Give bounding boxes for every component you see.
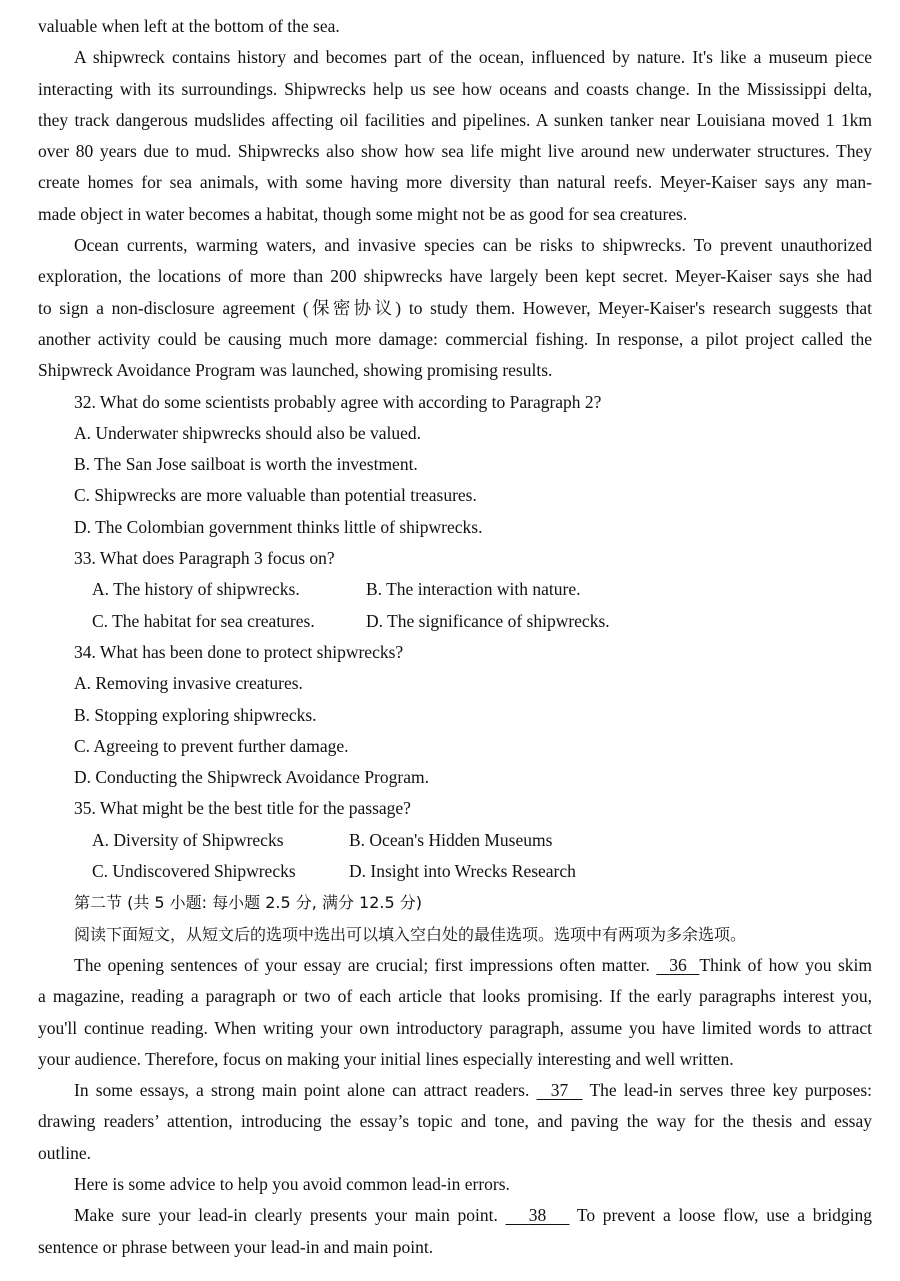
text-segment: To prevent a loose flow, use a bridging [576,1205,872,1226]
answer-option-row [38,825,872,856]
question-stem: 35. What might be the best title for the passage? [74,798,411,819]
section-instruction: 阅读下面短文，从短文后的选项中选出可以填入空白处的最佳选项。选项中有两项为多余选项。 [74,924,747,944]
text-segment: Think of how you skim [699,954,872,975]
section-heading: 第二节 (共 5 小题: 每小题 2.5 分, 满分 12.5 分) [74,893,422,913]
answer-option[interactable]: B. The interaction with nature. [366,579,581,600]
answer-option-row [38,574,872,605]
answer-option[interactable]: B. The San Jose sailboat is worth the investment. [74,454,418,475]
answer-option[interactable]: B. Ocean's Hidden Museums [349,829,553,850]
cloze-paragraph-2 [38,1075,872,1169]
question-stem: 33. What does Paragraph 3 focus on? [74,548,335,569]
answer-option[interactable]: C. Agreeing to prevent further damage. [74,735,349,756]
passage-text-line: you'll continue reading. When writing your own introductory paragraph, assume you have limited words to attract [38,1017,872,1038]
answer-option[interactable]: C. The habitat for sea creatures. [92,610,315,631]
passage-text-line: to sign a non-disclosure agreement (保密协议) to study them. However, Meyer-Kaiser's research suggests that [38,297,872,318]
answer-option[interactable]: A. Removing invasive creatures. [74,673,303,694]
passage-text-line: exploration, the locations of more than 200 shipwrecks have largely been kept secret. Meyer-Kaiser says she had [38,266,872,287]
cloze-paragraph-4 [38,1200,872,1263]
text-segment: Make sure your lead-in clearly presents your main point. [74,1205,498,1226]
passage-text-line: over 80 years due to mud. Shipwrecks also show how sea life might live around new underwater structures. They [38,141,872,162]
answer-blank-38[interactable]: 38 [528,1205,547,1226]
answer-option-row [38,606,872,637]
passage-text-line [38,1075,872,1106]
answer-option[interactable]: B. Stopping exploring shipwrecks. [74,704,317,725]
passage-text-line: drawing readers’ attention, introducing the essay’s topic and tone, and paving the way for the thesis and essay [38,1111,872,1132]
text-segment: The lead-in serves three key purposes: [589,1080,872,1101]
question-stem: 32. What do some scientists probably agree with according to Paragraph 2? [74,391,602,412]
answer-option[interactable]: A. Diversity of Shipwrecks [92,829,284,850]
question-35 [38,793,872,887]
passage-text-line: outline. [38,1142,91,1163]
passage-text-line: sentence or phrase between your lead-in and main point. [38,1236,434,1257]
exam-page [38,11,872,1263]
text-segment: In some essays, a strong main point alone can attract readers. [74,1080,530,1101]
answer-option[interactable]: D. The Colombian government thinks little of shipwrecks. [74,516,483,537]
passage-text-line: valuable when left at the bottom of the sea. [38,16,340,36]
answer-blank-36[interactable]: 36 [669,954,687,975]
answer-blank-37[interactable]: 37 [550,1080,569,1101]
question-34 [38,637,872,793]
text-segment: The opening sentences of your essay are crucial; first impressions often matter. [74,954,650,975]
question-stem: 34. What has been done to protect shipwrecks? [74,641,404,662]
cloze-paragraph-1 [38,950,872,1075]
answer-option[interactable]: A. Underwater shipwrecks should also be valued. [74,422,421,443]
question-33 [38,543,872,637]
paragraph-3 [38,42,872,230]
passage-text-line: Ocean currents, warming waters, and invasive species can be risks to shipwrecks. To prevent unauthorized [74,235,872,256]
passage-text-line: interacting with its surroundings. Shipwrecks help us see how oceans and coasts change. In the Mississippi delta, [38,78,872,99]
passage-text-line: they track dangerous mudslides affecting oil facilities and pipelines. A sunken tanker near Louisiana moved 1 1km [38,109,872,130]
answer-option[interactable]: D. Conducting the Shipwreck Avoidance Program. [74,767,429,788]
passage-text-line [38,1200,872,1231]
passage-text-line [38,950,872,981]
passage-text-line: a magazine, reading a paragraph or two of each article that looks promising. If the early paragraphs interest you, [38,986,872,1007]
answer-option[interactable]: C. Undiscovered Shipwrecks [92,861,296,882]
answer-option[interactable]: D. The significance of shipwrecks. [366,610,610,631]
question-32 [38,387,872,543]
answer-option[interactable]: C. Shipwrecks are more valuable than potential treasures. [74,485,477,506]
passage-text-line: another activity could be causing much more damage: commercial fishing. In response, a pilot project called the [38,328,872,349]
answer-option[interactable]: D. Insight into Wrecks Research [349,861,576,882]
paragraph-4 [38,230,872,386]
passage-text-line: made object in water becomes a habitat, though some might not be as good for sea creatures. [38,203,688,224]
answer-option[interactable]: A. The history of shipwrecks. [92,579,300,600]
passage-text-line: Here is some advice to help you avoid common lead-in errors. [74,1173,510,1194]
passage-text-line: create homes for sea animals, with some having more diversity than natural reefs. Meyer-Kaiser says any man- [38,172,872,193]
passage-text-line: Shipwreck Avoidance Program was launched, showing promising results. [38,360,553,381]
answer-option-row [38,856,872,887]
passage-text-line: your audience. Therefore, focus on making your initial lines especially interesting and well written. [38,1048,734,1069]
passage-text-line: A shipwreck contains history and becomes part of the ocean, influenced by nature. It's like a museum piece [74,47,872,68]
